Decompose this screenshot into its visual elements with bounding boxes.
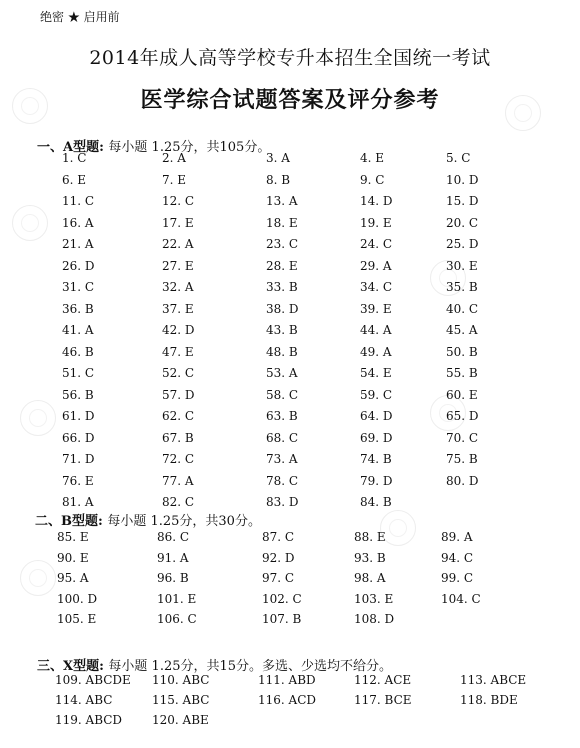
answer-item: 73. A (266, 452, 298, 466)
answer-item: 35. B (446, 280, 478, 294)
answer-item: 94. C (441, 550, 474, 565)
answer-item: 72. C (162, 452, 195, 466)
answer-item: 1. C (62, 151, 87, 165)
watermark-mark (12, 205, 48, 241)
answer-item: 70. C (446, 430, 479, 445)
answer-item: 41. A (62, 323, 94, 337)
answer-item: 56. B (62, 387, 94, 402)
answer-item: 12. C (162, 194, 195, 208)
answer-item: 28. E (266, 258, 298, 273)
answer-item: 29. A (360, 258, 392, 273)
answer-item: 18. E (266, 215, 298, 230)
answer-item: 10. D (446, 172, 479, 187)
answer-item: 53. A (266, 366, 298, 380)
answer-item: 104. C (441, 591, 481, 606)
answer-item: 79. D (360, 473, 393, 488)
answer-item: 17. E (162, 215, 194, 230)
answer-item: 120. ABE (152, 713, 209, 727)
answer-item: 97. C (262, 571, 295, 585)
answer-item: 61. D (62, 409, 95, 423)
answer-item: 39. E (360, 301, 392, 316)
section-b-desc: 每小题 1.25分，共30分。 (107, 514, 261, 529)
answer-item: 114. ABC (55, 693, 113, 707)
section-a-desc: 每小题 1.25分，共105分。 (108, 140, 271, 155)
answer-item: 40. C (446, 301, 479, 316)
answer-item: 60. E (446, 387, 478, 402)
answer-item: 32. A (162, 280, 194, 294)
section-b-heading (35, 510, 261, 529)
answer-item: 110. ABC (152, 673, 210, 687)
answer-item: 62. C (162, 409, 195, 423)
answer-item: 117. BCE (354, 693, 412, 707)
answer-item: 59. C (360, 387, 393, 402)
answer-item: 77. A (162, 473, 194, 488)
answer-item: 68. C (266, 430, 299, 445)
answer-item: 90. E (57, 550, 89, 565)
answer-item: 14. D (360, 194, 393, 208)
answer-item: 36. B (62, 301, 94, 316)
answer-item: 15. D (446, 194, 479, 208)
answer-item: 85. E (57, 530, 89, 544)
answer-item: 26. D (62, 258, 95, 273)
answer-item: 118. BDE (460, 693, 518, 707)
answer-item: 25. D (446, 237, 479, 251)
answer-item: 69. D (360, 430, 393, 445)
answer-item: 100. D (57, 591, 98, 606)
answer-item: 8. B (266, 172, 291, 187)
exam-title: 2014年成人高等学校专升本招生全国统一考试 (89, 47, 491, 69)
answer-item: 108. D (354, 612, 395, 626)
answer-item: 82. C (162, 495, 195, 509)
answer-item: 27. E (162, 258, 194, 273)
answer-item: 55. B (446, 366, 478, 380)
answer-item: 112. ACE (354, 673, 412, 687)
answer-item: 101. E (157, 591, 197, 606)
answer-item: 71. D (62, 452, 95, 466)
answer-item: 105. E (57, 612, 97, 626)
answer-item: 64. D (360, 409, 393, 423)
answer-item: 83. D (266, 495, 299, 509)
answer-item: 21. A (62, 237, 94, 251)
answer-item: 3. A (266, 151, 290, 165)
answer-item: 107. B (262, 612, 302, 626)
answer-item: 9. C (360, 172, 385, 187)
answer-item: 57. D (162, 387, 195, 402)
watermark-mark (20, 560, 56, 596)
answer-item: 89. A (441, 530, 473, 544)
page-subtitle: 医学综合试题答案及评分参考 (140, 87, 440, 113)
answer-item: 43. B (266, 323, 298, 337)
answer-item: 20. C (446, 215, 479, 230)
answer-item: 63. B (266, 409, 298, 423)
answer-item: 24. C (360, 237, 393, 251)
answer-item: 99. C (441, 571, 474, 585)
answer-item: 46. B (62, 344, 94, 359)
section-x-desc: 每小题 1.25分，共15分。多选、少选均不给分。 (108, 659, 393, 674)
section-x-heading (37, 655, 392, 674)
answer-item: 11. C (62, 194, 95, 208)
answer-item: 76. E (62, 473, 94, 488)
answer-item: 51. C (62, 366, 95, 380)
answer-item: 2. A (162, 151, 186, 165)
answer-item: 52. C (162, 366, 195, 380)
answer-item: 45. A (446, 323, 478, 337)
answer-item: 106. C (157, 612, 197, 626)
answer-item: 80. D (446, 473, 479, 488)
answer-item: 34. C (360, 280, 393, 294)
answer-item: 38. D (266, 301, 299, 316)
answer-item: 88. E (354, 530, 386, 544)
answer-item: 31. C (62, 280, 95, 294)
answer-item: 37. E (162, 301, 194, 316)
answer-item: 5. C (446, 151, 471, 165)
section-b-label: 二、B型题: (35, 514, 103, 529)
answer-item: 47. E (162, 344, 194, 359)
answer-item: 50. B (446, 344, 478, 359)
classification-label: 绝密 ★ 启用前 (40, 10, 120, 24)
answer-item: 48. B (266, 344, 298, 359)
answer-item: 98. A (354, 571, 386, 585)
answer-item: 87. C (262, 530, 295, 544)
answer-item: 22. A (162, 237, 194, 251)
answer-item: 74. B (360, 452, 392, 466)
answer-item: 66. D (62, 430, 95, 445)
answer-item: 119. ABCD (55, 713, 123, 727)
answer-item: 42. D (162, 323, 195, 337)
section-a-label: 一、A型题: (37, 140, 104, 155)
answer-item: 84. B (360, 495, 392, 509)
answer-item: 19. E (360, 215, 392, 230)
answer-item: 93. B (354, 550, 386, 565)
answer-item: 58. C (266, 387, 299, 402)
answer-item: 13. A (266, 194, 298, 208)
answer-item: 115. ABC (152, 693, 210, 707)
answer-item: 91. A (157, 550, 189, 565)
answer-item: 49. A (360, 344, 392, 359)
answer-item: 86. C (157, 530, 190, 544)
answer-item: 102. C (262, 591, 302, 606)
answer-item: 103. E (354, 591, 394, 606)
watermark-mark (20, 400, 56, 436)
answer-item: 23. C (266, 237, 299, 251)
answer-item: 92. D (262, 550, 295, 565)
answer-item: 96. B (157, 571, 189, 585)
answer-item: 81. A (62, 495, 94, 509)
answer-item: 116. ACD (258, 693, 317, 707)
answer-item: 4. E (360, 151, 385, 165)
answer-item: 33. B (266, 280, 298, 294)
answer-item: 67. B (162, 430, 194, 445)
answer-item: 44. A (360, 323, 392, 337)
answer-item: 65. D (446, 409, 479, 423)
answer-item: 95. A (57, 571, 89, 585)
answer-item: 54. E (360, 366, 392, 380)
answer-item: 30. E (446, 258, 478, 273)
answer-item: 16. A (62, 215, 94, 230)
answer-item: 111. ABD (258, 673, 316, 687)
answer-item: 6. E (62, 172, 87, 187)
answer-item: 75. B (446, 452, 478, 466)
answer-item: 7. E (162, 172, 187, 187)
answer-item: 109. ABCDE (55, 673, 131, 687)
section-x-label: 三、X型题: (37, 659, 104, 674)
answer-item: 113. ABCE (460, 673, 527, 687)
answer-item: 78. C (266, 473, 299, 488)
